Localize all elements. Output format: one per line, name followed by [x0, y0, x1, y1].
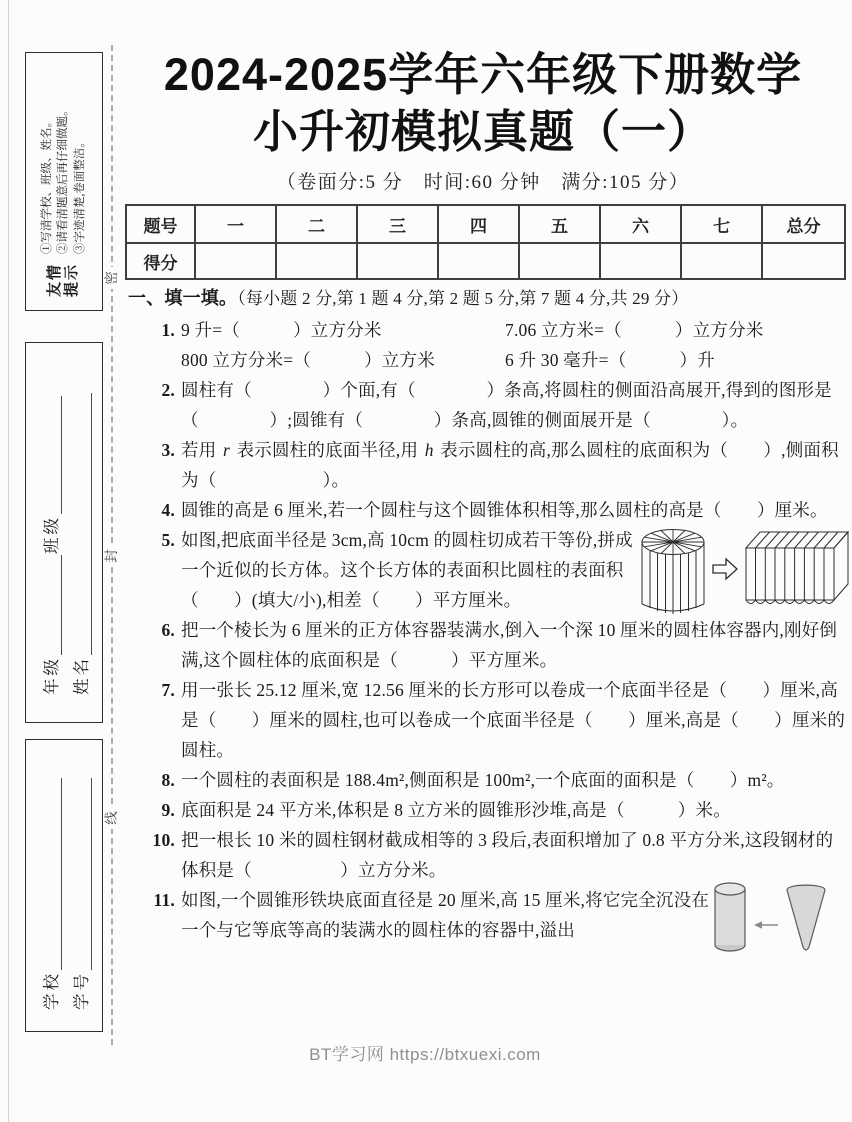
- seal-char-mi: 密: [104, 267, 120, 289]
- school-blank: [45, 778, 62, 970]
- question-5-number: 5.: [161, 530, 175, 550]
- friendly-tips-rotated: [26, 53, 101, 309]
- question-10-body: 把一根长 10 米的圆柱钢材截成相等的 3 段后,表面积增加了 0.8 平方分米,这段钢材的体积是（ ）立方分米。: [181, 830, 834, 880]
- tip-item-2: ②请看清题意后再仔细做题。: [57, 104, 70, 254]
- question-3: [128, 435, 846, 495]
- question-11: [128, 885, 846, 945]
- student-id-blank: [75, 778, 92, 970]
- question-6-body: 把一个棱长为 6 厘米的正方体容器装满水,倒入一个深 10 厘米的圆柱体容器内,刚好倒满,这个圆柱体的底面积是（ ）平方厘米。: [181, 620, 838, 670]
- student-id-label: 学号: [72, 971, 91, 1010]
- score-col-5: 五: [519, 205, 600, 243]
- cylinder-figure: [712, 881, 748, 962]
- question-10: [128, 825, 846, 885]
- question-8-number: 8.: [161, 770, 175, 790]
- question-5-figure: [640, 528, 850, 629]
- question-11-body: 如图,一个圆锥形铁块底面直径是 20 厘米,高 15 厘米,将它完全沉没在一个与它等底等高的装满水的圆柱体的容器中,溢出: [181, 890, 710, 940]
- question-4: [128, 495, 846, 525]
- class-label: 班级: [42, 515, 61, 554]
- question-6: [128, 615, 846, 675]
- sliced-prism-figure: [744, 528, 850, 621]
- score-table-header-row: [126, 205, 845, 243]
- tips-heading: [47, 263, 81, 297]
- variable-r: r: [222, 440, 230, 460]
- tips-list: [39, 104, 89, 254]
- score-table-score-row: [126, 243, 845, 279]
- name-blank: [75, 393, 92, 655]
- question-1a: 9 升=（ ）立方分米: [181, 320, 382, 340]
- sliced-cylinder-figure: [640, 528, 706, 629]
- score-col-1: 一: [195, 205, 276, 243]
- question-7: [128, 675, 846, 765]
- score-cell-3: [357, 243, 438, 279]
- student-fields-box-2: [25, 739, 103, 1032]
- score-cell-5: [519, 243, 600, 279]
- question-2-number: 2.: [161, 380, 175, 400]
- question-11-number: 11.: [153, 890, 175, 910]
- paper-title-line1: 2024-2025学年六年级下册数学: [163, 49, 803, 100]
- question-5: [128, 525, 846, 615]
- page-edge-line: [8, 0, 9, 1122]
- question-3-text: 若用: [181, 440, 221, 460]
- question-8-body: 一个圆柱的表面积是 188.4m²,侧面积是 100m²,一个底面的面积是（ ）m²。: [181, 770, 785, 790]
- score-cell-1: [195, 243, 276, 279]
- question-5-body: 如图,把底面半径是 3cm,高 10cm 的圆柱切成若干等份,拼成一个近似的长方体。这个长方体的表面积比圆柱的表面积（ ）(填大/小),相差（ ）平方厘米。: [181, 530, 633, 610]
- question-1-body: [181, 315, 846, 375]
- grade-blank: [45, 555, 62, 655]
- question-8: [128, 765, 846, 795]
- variable-h: h: [424, 440, 434, 460]
- tips-heading-line2: 提示: [63, 262, 80, 297]
- score-col-2: 二: [276, 205, 357, 243]
- section-title: 一、填一填。: [128, 288, 238, 308]
- cone-figure: [784, 881, 828, 964]
- student-fields-rotated-2: [26, 740, 101, 1030]
- seal-char-feng: 封: [104, 545, 120, 567]
- score-col-4: 四: [438, 205, 519, 243]
- seal-char-xian: 线: [104, 807, 120, 829]
- question-1b: 7.06 立方米=（ ）立方分米: [505, 320, 764, 340]
- field-line-school: [38, 760, 62, 1010]
- question-7-number: 7.: [161, 680, 175, 700]
- question-1-number: 1.: [161, 320, 175, 340]
- question-9: [128, 795, 846, 825]
- arrow-right-icon: [712, 556, 738, 591]
- score-col-total: 总分: [762, 205, 845, 243]
- question-3-number: 3.: [161, 440, 175, 460]
- name-label: 姓名: [72, 656, 91, 695]
- question-1d: 6 升 30 毫升=（ ）升: [505, 350, 715, 370]
- tips-heading-line1: 友情: [46, 262, 63, 297]
- score-col-7: 七: [681, 205, 762, 243]
- question-1c: 800 立方分米=（ ）立方米: [181, 350, 435, 370]
- question-1: [128, 315, 846, 375]
- question-3-text: 表示圆柱的高,那么圆柱的底面积为（ ）,侧面积为（ ）。: [181, 440, 839, 490]
- arrow-left-icon: [753, 911, 779, 941]
- tip-item-3: ③字迹清楚,卷面整洁。: [73, 136, 86, 254]
- question-6-number: 6.: [161, 620, 175, 640]
- questions-section: [128, 284, 846, 945]
- score-table-row2-label: 得分: [126, 243, 195, 279]
- question-9-body: 底面积是 24 平方米,体积是 8 立方米的圆锥形沙堆,高是（ ）米。: [181, 800, 731, 820]
- question-7-body: 用一张长 25.12 厘米,宽 12.56 厘米的长方形可以卷成一个底面半径是（ ）厘米,高是（ ）厘米的圆柱,也可以卷成一个底面半径是（ ）厘米,高是（ ）厘米的圆柱。: [181, 680, 846, 760]
- score-table: [125, 204, 846, 280]
- score-table-row1-label: 题号: [126, 205, 195, 243]
- field-line-student-id: [68, 760, 92, 1010]
- field-line-grade-class: [38, 363, 62, 695]
- question-2: [128, 375, 846, 435]
- score-cell-6: [600, 243, 681, 279]
- question-10-number: 10.: [152, 830, 175, 850]
- question-11-figure: [712, 881, 828, 964]
- score-cell-4: [438, 243, 519, 279]
- paper-title-line2: 小升初模拟真题（一）: [252, 106, 713, 157]
- section-note: （每小题 2 分,第 1 题 4 分,第 2 题 5 分,第 7 题 4 分,共 29 分）: [237, 289, 689, 308]
- section-heading: [128, 284, 846, 313]
- grade-label: 年级: [42, 656, 61, 695]
- score-col-3: 三: [357, 205, 438, 243]
- score-cell-7: [681, 243, 762, 279]
- question-3-body: [181, 435, 846, 495]
- friendly-tips-box: [25, 52, 103, 311]
- paper-subtitle: （卷面分:5 分 时间:60 分钟 满分:105 分）: [276, 172, 690, 193]
- question-9-number: 9.: [161, 800, 175, 820]
- student-fields-box-1: [25, 342, 103, 723]
- question-3-text: 表示圆柱的底面半径,用: [232, 440, 423, 460]
- footer-watermark: BT学习网 https://btxuexi.com: [309, 1045, 541, 1064]
- field-line-name: [68, 363, 92, 695]
- question-2-body: 圆柱有（ ）个面,有（ ）条高,将圆柱的侧面沿高展开,得到的图形是（ ）;圆锥有（ ）条高,圆锥的侧面展开是（ ）。: [181, 380, 832, 430]
- school-label: 学校: [42, 971, 61, 1010]
- paper-title-block: [118, 46, 848, 194]
- question-4-number: 4.: [161, 500, 175, 520]
- tip-item-1: ①写清学校、班级、姓名。: [40, 115, 53, 254]
- score-col-6: 六: [600, 205, 681, 243]
- student-fields-rotated-1: [26, 343, 101, 721]
- score-cell-total: [762, 243, 845, 279]
- class-blank: [45, 396, 62, 514]
- score-cell-2: [276, 243, 357, 279]
- question-4-body: 圆锥的高是 6 厘米,若一个圆柱与这个圆锥体积相等,那么圆柱的高是（ ）厘米。: [181, 500, 828, 520]
